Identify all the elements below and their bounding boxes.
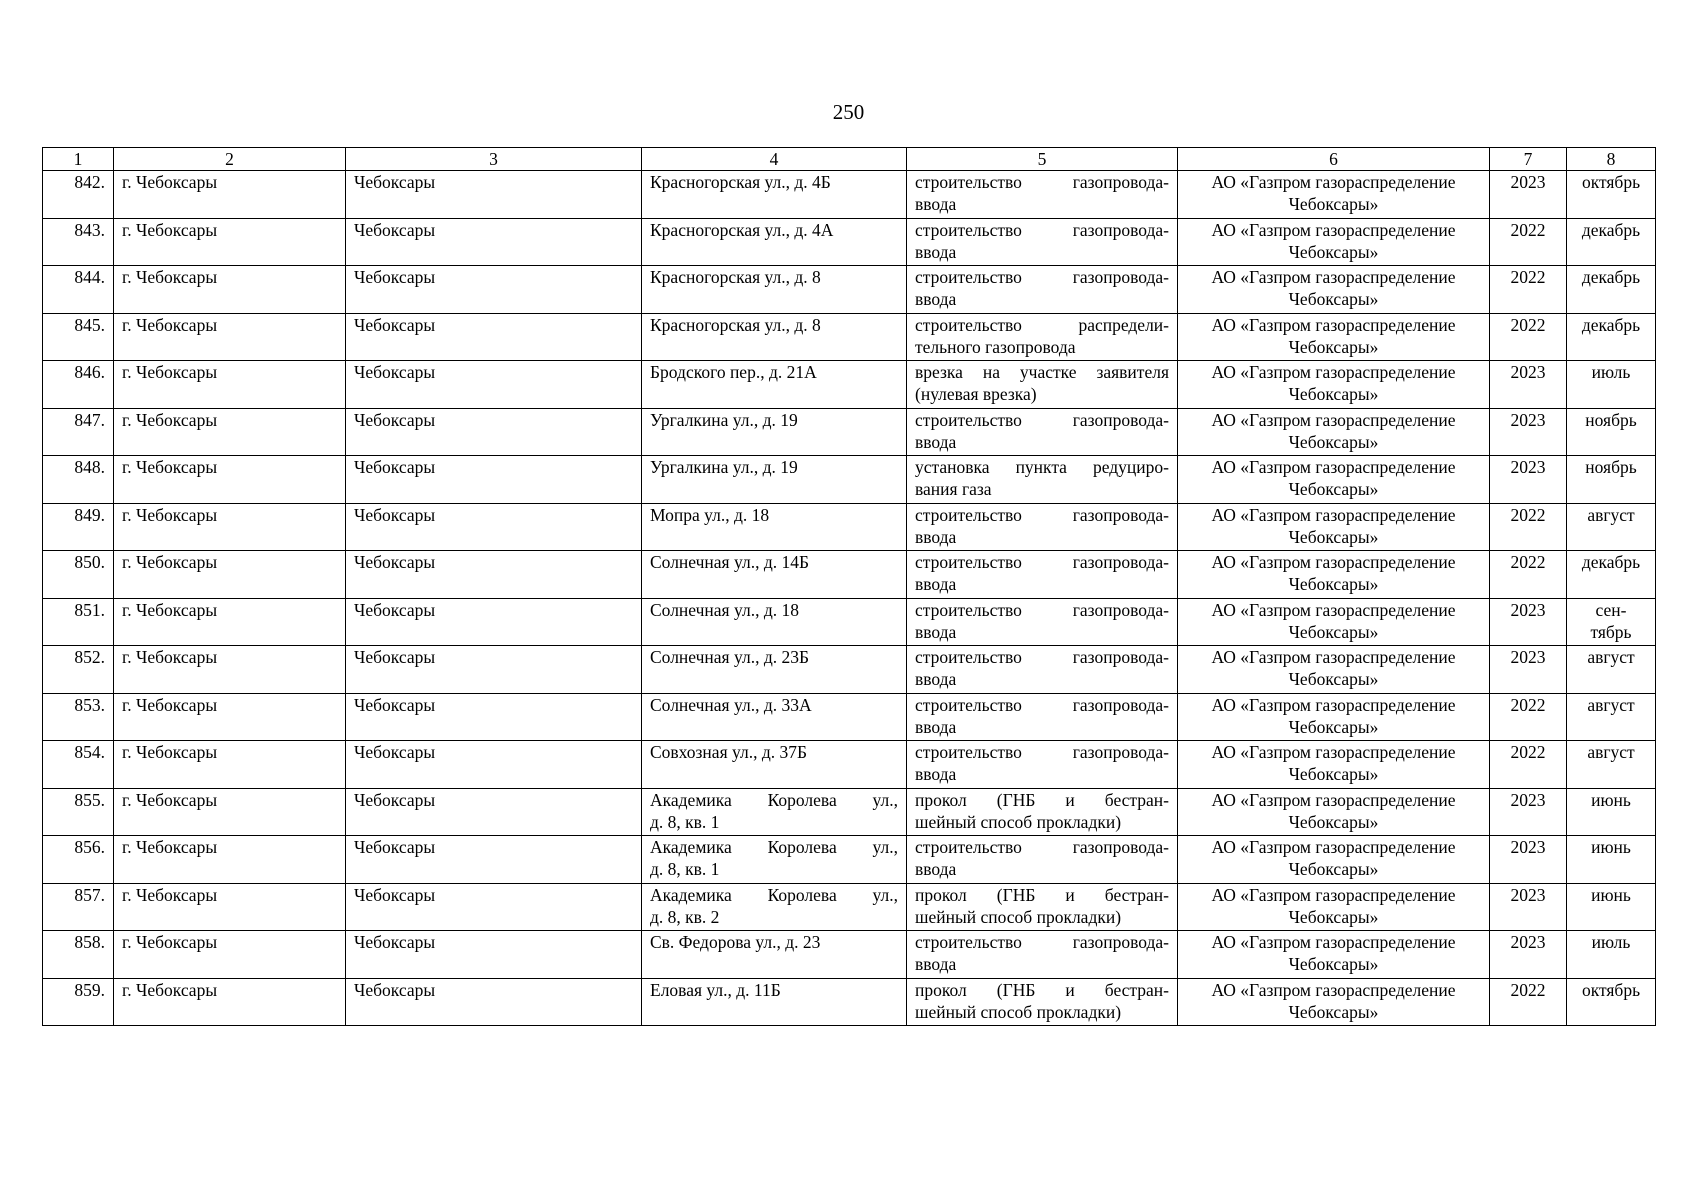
address-line: Солнечная ул., д. 18 — [650, 599, 799, 620]
locality-cell: Чебоксары — [346, 171, 642, 219]
organization-cell — [1178, 598, 1490, 646]
row-number-cell: 859. — [43, 978, 114, 1026]
table-row — [43, 978, 1656, 1026]
address-line: Св. Федорова ул., д. 23 — [650, 932, 821, 952]
municipality-cell: г. Чебоксары — [114, 551, 346, 599]
organization-line: АО «Газпром газораспределение — [1211, 219, 1456, 240]
address-line: Академика Королева ул., — [650, 789, 898, 810]
work-type-cell — [907, 836, 1178, 884]
address-line: д. 8, кв. 1 — [650, 859, 720, 879]
month-cell — [1567, 361, 1656, 409]
locality-cell: Чебоксары — [346, 266, 642, 314]
month-cell — [1567, 693, 1656, 741]
work-type-line: прокол (ГНБ и бестран- — [915, 789, 1169, 810]
table-row — [43, 361, 1656, 409]
address-cell — [642, 503, 907, 551]
address-cell — [642, 408, 907, 456]
address-cell — [642, 693, 907, 741]
work-type-line: ввода — [915, 574, 957, 594]
address-cell — [642, 646, 907, 694]
work-type-cell — [907, 408, 1178, 456]
work-type-line: врезка на участке заявителя — [915, 362, 1169, 382]
locality-cell: Чебоксары — [346, 551, 642, 599]
row-number-cell: 858. — [43, 931, 114, 979]
organization-cell — [1178, 456, 1490, 504]
month-cell — [1567, 456, 1656, 504]
organization-line: Чебоксары» — [1288, 526, 1379, 547]
work-type-line: ввода — [915, 194, 957, 214]
organization-line: АО «Газпром газораспределение — [1211, 362, 1456, 382]
month-cell — [1567, 551, 1656, 599]
month-cell — [1567, 741, 1656, 789]
organization-line: АО «Газпром газораспределение — [1211, 409, 1456, 430]
address-cell — [642, 931, 907, 979]
municipality-cell: г. Чебоксары — [114, 598, 346, 646]
year-cell: 2023 — [1490, 836, 1567, 884]
organization-cell — [1178, 408, 1490, 456]
table-row — [43, 266, 1656, 314]
month-line: октябрь — [1581, 979, 1641, 1000]
organization-line: АО «Газпром газораспределение — [1211, 314, 1456, 335]
table-row — [43, 408, 1656, 456]
work-type-line: строительство газопровода- — [915, 837, 1169, 857]
table-row — [43, 503, 1656, 551]
address-cell — [642, 836, 907, 884]
organization-cell — [1178, 218, 1490, 266]
organization-line: АО «Газпром газораспределение — [1211, 172, 1456, 192]
locality-cell: Чебоксары — [346, 456, 642, 504]
municipality-cell: г. Чебоксары — [114, 646, 346, 694]
column-header: 7 — [1490, 148, 1567, 171]
organization-line: Чебоксары» — [1288, 716, 1379, 737]
year-cell: 2022 — [1490, 741, 1567, 789]
month-line: декабрь — [1581, 267, 1641, 287]
organization-cell — [1178, 171, 1490, 219]
organization-line: Чебоксары» — [1288, 431, 1379, 452]
month-cell — [1567, 598, 1656, 646]
organization-cell — [1178, 693, 1490, 741]
locality-cell: Чебоксары — [346, 693, 642, 741]
table-row — [43, 836, 1656, 884]
month-cell — [1567, 313, 1656, 361]
locality-cell: Чебоксары — [346, 978, 642, 1026]
locality-cell: Чебоксары — [346, 313, 642, 361]
row-number-cell: 845. — [43, 313, 114, 361]
year-cell: 2023 — [1490, 883, 1567, 931]
municipality-cell: г. Чебоксары — [114, 978, 346, 1026]
address-line: Бродского пер., д. 21А — [650, 362, 817, 382]
work-type-line: ввода — [915, 431, 957, 452]
work-type-line: ввода — [915, 859, 957, 879]
organization-line: Чебоксары» — [1288, 241, 1379, 262]
work-type-cell — [907, 598, 1178, 646]
address-cell — [642, 741, 907, 789]
table-row — [43, 456, 1656, 504]
row-number-cell: 850. — [43, 551, 114, 599]
organization-cell — [1178, 313, 1490, 361]
address-cell — [642, 313, 907, 361]
address-cell — [642, 456, 907, 504]
organization-cell — [1178, 646, 1490, 694]
month-cell — [1567, 883, 1656, 931]
municipality-cell: г. Чебоксары — [114, 693, 346, 741]
organization-line: АО «Газпром газораспределение — [1211, 504, 1456, 525]
year-cell: 2022 — [1490, 693, 1567, 741]
organization-cell — [1178, 551, 1490, 599]
column-header: 5 — [907, 148, 1178, 171]
year-cell: 2023 — [1490, 361, 1567, 409]
address-line: Красногорская ул., д. 4Б — [650, 172, 831, 192]
month-cell — [1567, 408, 1656, 456]
address-line: д. 8, кв. 1 — [650, 811, 720, 832]
month-cell — [1567, 788, 1656, 836]
locality-cell: Чебоксары — [346, 931, 642, 979]
locality-cell: Чебоксары — [346, 361, 642, 409]
address-cell — [642, 361, 907, 409]
address-cell — [642, 883, 907, 931]
row-number-cell: 848. — [43, 456, 114, 504]
year-cell: 2022 — [1490, 313, 1567, 361]
column-header: 6 — [1178, 148, 1490, 171]
locality-cell: Чебоксары — [346, 218, 642, 266]
row-number-cell: 852. — [43, 646, 114, 694]
organization-line: Чебоксары» — [1288, 906, 1379, 927]
address-line: Красногорская ул., д. 4А — [650, 219, 834, 240]
organization-line: АО «Газпром газораспределение — [1211, 884, 1456, 905]
work-type-cell — [907, 978, 1178, 1026]
year-cell: 2023 — [1490, 598, 1567, 646]
address-line: Ургалкина ул., д. 19 — [650, 409, 798, 430]
row-number-cell: 844. — [43, 266, 114, 314]
locality-cell: Чебоксары — [346, 503, 642, 551]
address-line: Солнечная ул., д. 33А — [650, 694, 812, 715]
organization-line: АО «Газпром газораспределение — [1211, 694, 1456, 715]
work-type-line: строительство газопровода- — [915, 552, 1169, 572]
column-header: 1 — [43, 148, 114, 171]
work-type-cell — [907, 218, 1178, 266]
table-row — [43, 646, 1656, 694]
organization-line: Чебоксары» — [1288, 1001, 1379, 1022]
table-row — [43, 598, 1656, 646]
year-cell: 2022 — [1490, 503, 1567, 551]
organization-cell — [1178, 266, 1490, 314]
organization-cell — [1178, 931, 1490, 979]
work-type-cell — [907, 931, 1178, 979]
organization-line: АО «Газпром газораспределение — [1211, 552, 1456, 572]
work-type-line: строительство газопровода- — [915, 932, 1169, 952]
municipality-cell: г. Чебоксары — [114, 266, 346, 314]
month-cell — [1567, 171, 1656, 219]
organization-line: Чебоксары» — [1288, 669, 1379, 689]
address-cell — [642, 598, 907, 646]
gas-connection-table — [42, 147, 1656, 1026]
month-line: декабрь — [1581, 219, 1641, 240]
work-type-line: вания газа — [915, 479, 992, 499]
address-line: Солнечная ул., д. 23Б — [650, 647, 810, 667]
municipality-cell: г. Чебоксары — [114, 836, 346, 884]
work-type-line: ввода — [915, 716, 957, 737]
work-type-line: ввода — [915, 289, 957, 309]
address-line: Солнечная ул., д. 14Б — [650, 552, 810, 572]
work-type-line: строительство газопровода- — [915, 647, 1169, 667]
address-cell — [642, 218, 907, 266]
organization-line: АО «Газпром газораспределение — [1211, 457, 1456, 477]
work-type-cell — [907, 313, 1178, 361]
row-number-cell: 857. — [43, 883, 114, 931]
month-line: август — [1587, 742, 1635, 762]
organization-line: Чебоксары» — [1288, 194, 1379, 214]
organization-line: Чебоксары» — [1288, 764, 1379, 784]
organization-cell — [1178, 361, 1490, 409]
month-line: июль — [1591, 362, 1631, 382]
year-cell: 2023 — [1490, 456, 1567, 504]
address-cell — [642, 266, 907, 314]
address-line: Красногорская ул., д. 8 — [650, 267, 821, 287]
address-cell — [642, 978, 907, 1026]
row-number-cell: 849. — [43, 503, 114, 551]
municipality-cell: г. Чебоксары — [114, 456, 346, 504]
year-cell: 2022 — [1490, 551, 1567, 599]
month-cell — [1567, 978, 1656, 1026]
address-line: Совхозная ул., д. 37Б — [650, 742, 808, 762]
month-line: ноябрь — [1585, 457, 1637, 477]
work-type-cell — [907, 883, 1178, 931]
work-type-line: прокол (ГНБ и бестран- — [915, 979, 1169, 1000]
row-number-cell: 855. — [43, 788, 114, 836]
month-line: август — [1587, 504, 1635, 525]
organization-cell — [1178, 978, 1490, 1026]
month-cell — [1567, 836, 1656, 884]
table-row — [43, 693, 1656, 741]
organization-cell — [1178, 503, 1490, 551]
organization-line: АО «Газпром газораспределение — [1211, 599, 1456, 620]
row-number-cell: 846. — [43, 361, 114, 409]
month-cell — [1567, 266, 1656, 314]
locality-cell: Чебоксары — [346, 788, 642, 836]
work-type-line: строительство газопровода- — [915, 599, 1169, 620]
page-number: 250 — [832, 100, 865, 124]
month-line: ноябрь — [1585, 409, 1637, 430]
organization-line: АО «Газпром газораспределение — [1211, 837, 1456, 857]
address-cell — [642, 551, 907, 599]
month-line: декабрь — [1581, 314, 1641, 335]
organization-line: АО «Газпром газораспределение — [1211, 979, 1456, 1000]
work-type-line: строительство газопровода- — [915, 694, 1169, 715]
work-type-line: строительство распредели- — [915, 314, 1169, 335]
month-line: август — [1587, 647, 1635, 667]
work-type-cell — [907, 693, 1178, 741]
month-line: тябрь — [1590, 621, 1632, 642]
work-type-line: строительство газопровода- — [915, 172, 1169, 192]
month-line: июнь — [1591, 837, 1631, 857]
work-type-line: строительство газопровода- — [915, 267, 1169, 287]
column-header: 3 — [346, 148, 642, 171]
column-header: 4 — [642, 148, 907, 171]
year-cell: 2023 — [1490, 788, 1567, 836]
municipality-cell: г. Чебоксары — [114, 883, 346, 931]
row-number-cell: 847. — [43, 408, 114, 456]
work-type-line: ввода — [915, 764, 957, 784]
month-line: август — [1587, 694, 1635, 715]
work-type-line: шейный способ прокладки) — [915, 811, 1122, 832]
locality-cell: Чебоксары — [346, 883, 642, 931]
address-line: Академика Королева ул., — [650, 837, 898, 857]
month-line: июнь — [1591, 789, 1631, 810]
work-type-line: тельного газопровода — [915, 336, 1076, 357]
month-line: сен- — [1595, 599, 1627, 620]
locality-cell: Чебоксары — [346, 408, 642, 456]
work-type-cell — [907, 741, 1178, 789]
work-type-cell — [907, 646, 1178, 694]
table-row — [43, 788, 1656, 836]
year-cell: 2023 — [1490, 408, 1567, 456]
organization-line: АО «Газпром газораспределение — [1211, 267, 1456, 287]
work-type-line: шейный способ прокладки) — [915, 906, 1122, 927]
work-type-line: ввода — [915, 954, 957, 974]
municipality-cell: г. Чебоксары — [114, 313, 346, 361]
year-cell: 2022 — [1490, 266, 1567, 314]
work-type-cell — [907, 171, 1178, 219]
work-type-line: ввода — [915, 669, 957, 689]
locality-cell: Чебоксары — [346, 836, 642, 884]
column-header: 8 — [1567, 148, 1656, 171]
work-type-cell — [907, 788, 1178, 836]
municipality-cell: г. Чебоксары — [114, 171, 346, 219]
month-line: декабрь — [1581, 552, 1641, 572]
work-type-line: ввода — [915, 621, 957, 642]
organization-cell — [1178, 741, 1490, 789]
table-row — [43, 313, 1656, 361]
month-cell — [1567, 931, 1656, 979]
work-type-line: (нулевая врезка) — [915, 384, 1037, 404]
municipality-cell: г. Чебоксары — [114, 503, 346, 551]
municipality-cell: г. Чебоксары — [114, 931, 346, 979]
work-type-line: строительство газопровода- — [915, 742, 1169, 762]
organization-line: АО «Газпром газораспределение — [1211, 647, 1456, 667]
table-row — [43, 931, 1656, 979]
row-number-cell: 853. — [43, 693, 114, 741]
address-line: Мопра ул., д. 18 — [650, 504, 770, 525]
organization-cell — [1178, 836, 1490, 884]
work-type-cell — [907, 266, 1178, 314]
month-line: июль — [1591, 932, 1631, 952]
work-type-line: ввода — [915, 526, 957, 547]
year-cell: 2023 — [1490, 171, 1567, 219]
address-line: д. 8, кв. 2 — [650, 906, 720, 927]
table-row — [43, 551, 1656, 599]
address-cell — [642, 171, 907, 219]
work-type-line: строительство газопровода- — [915, 504, 1169, 525]
work-type-cell — [907, 551, 1178, 599]
work-type-cell — [907, 361, 1178, 409]
table-row — [43, 218, 1656, 266]
row-number-cell: 854. — [43, 741, 114, 789]
row-number-cell: 851. — [43, 598, 114, 646]
month-cell — [1567, 503, 1656, 551]
month-cell — [1567, 646, 1656, 694]
table-row — [43, 883, 1656, 931]
address-line: Еловая ул., д. 11Б — [650, 979, 781, 1000]
locality-cell: Чебоксары — [346, 741, 642, 789]
month-cell — [1567, 218, 1656, 266]
organization-line: Чебоксары» — [1288, 811, 1379, 832]
address-cell — [642, 788, 907, 836]
organization-line: АО «Газпром газораспределение — [1211, 789, 1456, 810]
table-row — [43, 741, 1656, 789]
work-type-line: шейный способ прокладки) — [915, 1001, 1122, 1022]
work-type-cell — [907, 456, 1178, 504]
work-type-line: установка пункта редуциро- — [915, 457, 1169, 477]
municipality-cell: г. Чебоксары — [114, 788, 346, 836]
organization-cell — [1178, 788, 1490, 836]
municipality-cell: г. Чебоксары — [114, 741, 346, 789]
month-line: июнь — [1591, 884, 1631, 905]
organization-line: АО «Газпром газораспределение — [1211, 932, 1456, 952]
address-line: Академика Королева ул., — [650, 884, 898, 905]
work-type-line: ввода — [915, 241, 957, 262]
organization-line: Чебоксары» — [1288, 574, 1379, 594]
year-cell: 2023 — [1490, 931, 1567, 979]
month-line: октябрь — [1581, 172, 1641, 192]
column-number-row — [43, 148, 1656, 171]
table-row — [43, 171, 1656, 219]
work-type-cell — [907, 503, 1178, 551]
municipality-cell: г. Чебоксары — [114, 218, 346, 266]
work-type-line: прокол (ГНБ и бестран- — [915, 884, 1169, 905]
row-number-cell: 842. — [43, 171, 114, 219]
work-type-line: строительство газопровода- — [915, 409, 1169, 430]
organization-line: Чебоксары» — [1288, 621, 1379, 642]
table-body — [43, 171, 1656, 1026]
organization-line: Чебоксары» — [1288, 479, 1379, 499]
organization-cell — [1178, 883, 1490, 931]
address-line: Ургалкина ул., д. 19 — [650, 457, 798, 477]
municipality-cell: г. Чебоксары — [114, 408, 346, 456]
year-cell: 2022 — [1490, 978, 1567, 1026]
organization-line: Чебоксары» — [1288, 289, 1379, 309]
organization-line: Чебоксары» — [1288, 859, 1379, 879]
column-header: 2 — [114, 148, 346, 171]
organization-line: Чебоксары» — [1288, 384, 1379, 404]
organization-line: Чебоксары» — [1288, 336, 1379, 357]
locality-cell: Чебоксары — [346, 646, 642, 694]
municipality-cell: г. Чебоксары — [114, 361, 346, 409]
row-number-cell: 843. — [43, 218, 114, 266]
address-line: Красногорская ул., д. 8 — [650, 314, 821, 335]
organization-line: АО «Газпром газораспределение — [1211, 742, 1456, 762]
work-type-line: строительство газопровода- — [915, 219, 1169, 240]
year-cell: 2022 — [1490, 218, 1567, 266]
organization-line: Чебоксары» — [1288, 954, 1379, 974]
row-number-cell: 856. — [43, 836, 114, 884]
year-cell: 2023 — [1490, 646, 1567, 694]
locality-cell: Чебоксары — [346, 598, 642, 646]
